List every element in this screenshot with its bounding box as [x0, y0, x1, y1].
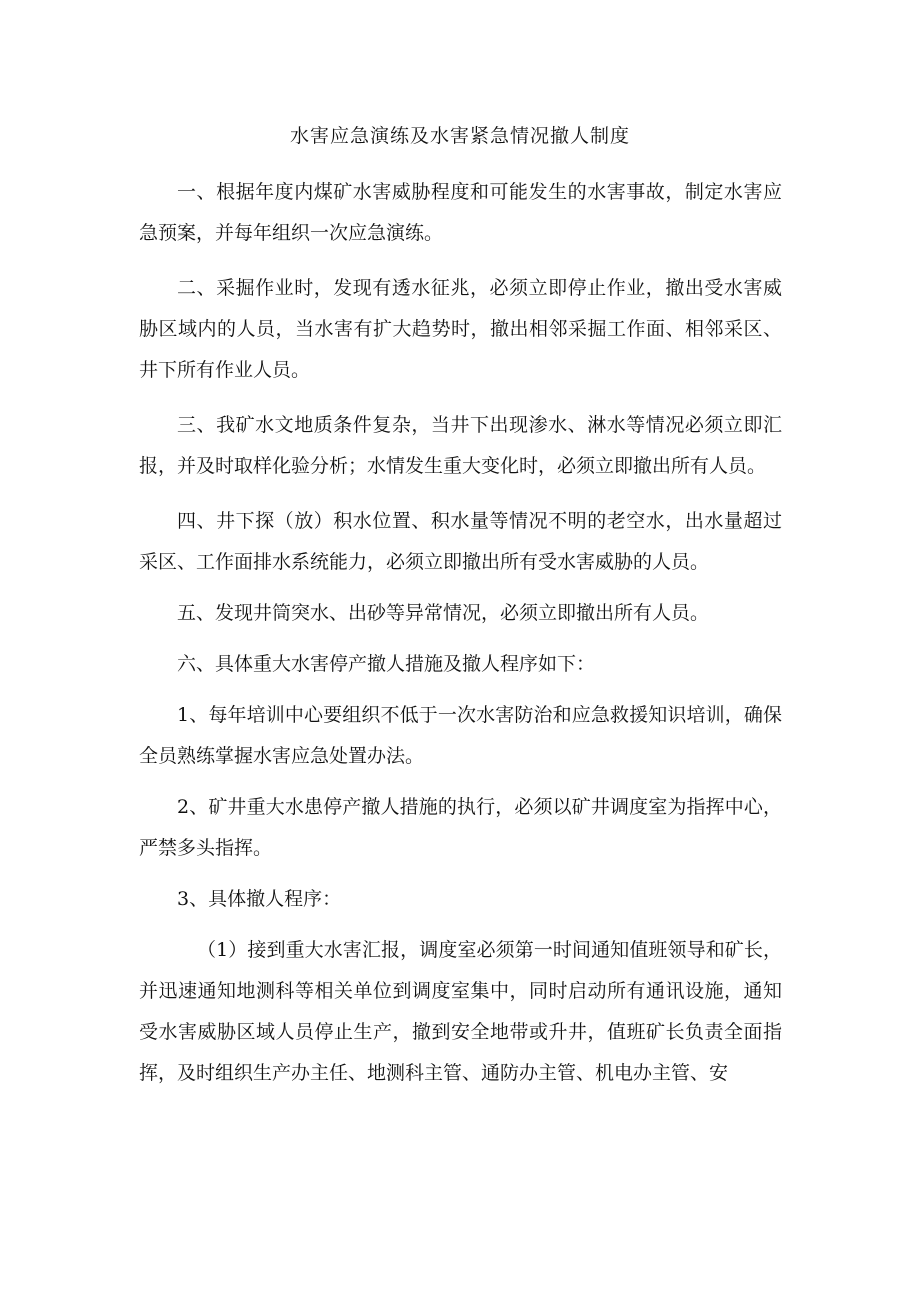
document-title: 水害应急演练及水害紧急情况撤人制度 [289, 125, 630, 147]
paragraph-10: （1）接到重大水害汇报，调度室必须第一时间通知值班领导和矿长，并迅速通知地测科等相关单位到调度室集中，同时启动所有通讯设施，通知受水害威胁区域人员停止生产，撤到安全地带或升井，值班矿长负责全面指挥，及时组织生产办主任、地测科主管、通防办主管、机电办主管、安 [139, 939, 782, 1084]
paragraph-6: 六、具体重大水害停产撤人措施及撤人程序如下： [177, 653, 596, 675]
paragraph-1: 一、根据年度内煤矿水害威胁程度和可能发生的水害事故，制定水害应急预案，并每年组织一次应急演练。 [139, 181, 782, 244]
paragraph-7: 1、每年培训中心要组织不低于一次水害防治和应急救援知识培训，确保全员熟练掌握水害应急处置办法。 [139, 704, 782, 767]
paragraph-5: 五、发现井筒突水、出砂等异常情况，必须立即撤出所有人员。 [177, 602, 710, 624]
paragraph-8: 2、矿井重大水患停产撤人措施的执行，必须以矿井调度室为指挥中心，严禁多头指挥。 [139, 796, 782, 859]
paragraph-2: 二、采掘作业时，发现有透水征兆，必须立即停止作业，撤出受水害威胁区域内的人员，当水害有扩大趋势时，撤出相邻采掘工作面、相邻采区、井下所有作业人员。 [139, 277, 782, 381]
paragraph-4: 四、井下探（放）积水位置、积水量等情况不明的老空水，出水量超过采区、工作面排水系统能力，必须立即撤出所有受水害威胁的人员。 [139, 510, 782, 573]
paragraph-3: 三、我矿水文地质条件复杂，当井下出现渗水、淋水等情况必须立即汇报，并及时取样化验分析；水情发生重大变化时，必须立即撤出所有人员。 [139, 414, 782, 477]
document-body [139, 172, 782, 1094]
paragraph-9: 3、具体撤人程序： [177, 888, 342, 910]
